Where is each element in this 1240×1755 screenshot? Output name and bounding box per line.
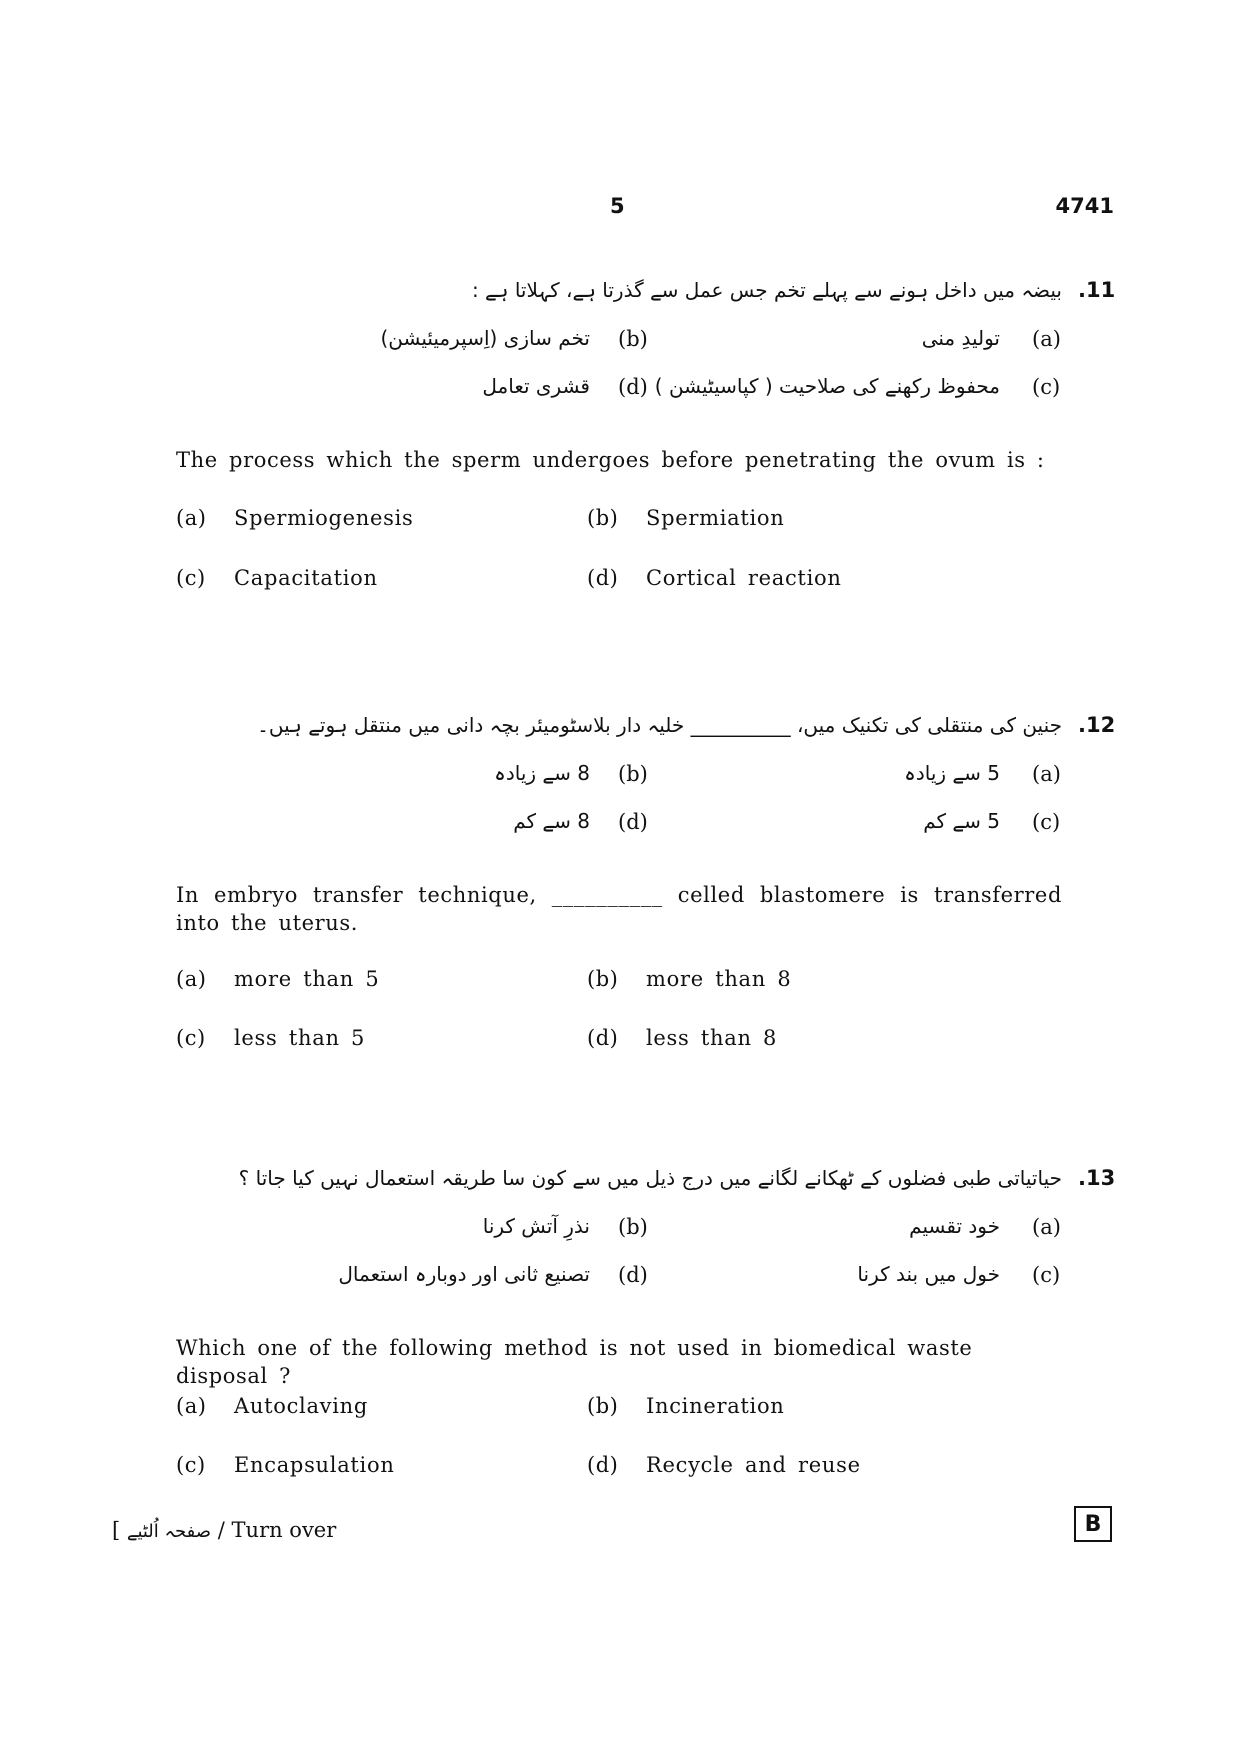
urdu-option-c: خول میں بند کرنا <box>857 1262 1000 1286</box>
urdu-option-letter-d: (d) <box>618 810 648 834</box>
english-option-letter-a: (a) <box>176 1394 207 1418</box>
english-option-d: less than 8 <box>646 1026 778 1050</box>
urdu-option-a: 5 سے زیادہ <box>904 761 1000 785</box>
english-option-letter-a: (a) <box>176 506 207 530</box>
urdu-option-d: تصنیع ثانی اور دوبارہ استعمال <box>338 1262 590 1286</box>
english-turn-over: Turn over <box>231 1518 337 1542</box>
urdu-option-letter-d: (d) <box>618 375 648 399</box>
english-option-b: Incineration <box>646 1394 785 1418</box>
urdu-option-b: نذرِ آتش کرنا <box>482 1214 590 1238</box>
urdu-option-a: تولیدِ منی <box>921 326 1000 350</box>
english-option-b: Spermiation <box>646 506 785 530</box>
urdu-option-letter-c: (c) <box>1032 375 1061 399</box>
urdu-option-c: 5 سے کم <box>923 809 1000 833</box>
urdu-option-letter-b: (b) <box>618 327 648 351</box>
english-option-letter-c: (c) <box>176 566 206 590</box>
question-number: .11 <box>1078 278 1116 302</box>
english-option-a: Spermiogenesis <box>234 506 414 530</box>
urdu-option-letter-c: (c) <box>1032 810 1061 834</box>
english-option-letter-d: (d) <box>587 1026 619 1050</box>
english-option-letter-b: (b) <box>587 1394 619 1418</box>
english-option-c: less than 5 <box>234 1026 366 1050</box>
page-number: 5 <box>610 194 625 218</box>
turn-over-note <box>112 1518 336 1542</box>
english-option-a: more than 5 <box>234 967 380 991</box>
urdu-option-b: تخم سازی (اِسپرمیئیشن) <box>380 326 590 350</box>
urdu-option-letter-a: (a) <box>1032 327 1061 351</box>
question-number: .13 <box>1078 1166 1116 1190</box>
urdu-turn-over: صفحہ اُلٹیے <box>126 1521 212 1542</box>
english-question-stem: The process which the sperm undergoes before penetrating the ovum is : <box>176 448 1045 472</box>
english-option-a: Autoclaving <box>234 1394 369 1418</box>
urdu-option-letter-b: (b) <box>618 762 648 786</box>
paper-code: 4741 <box>1055 194 1114 218</box>
english-option-letter-d: (d) <box>587 566 619 590</box>
english-option-letter-b: (b) <box>587 506 619 530</box>
english-option-c: Encapsulation <box>234 1453 395 1477</box>
english-option-c: Capacitation <box>234 566 378 590</box>
urdu-option-letter-a: (a) <box>1032 1215 1061 1239</box>
urdu-option-letter-c: (c) <box>1032 1263 1061 1287</box>
footer-bracket: [ <box>112 1518 121 1542</box>
urdu-question-stem: حیاتیاتی طبی فضلوں کے ٹھکانے لگانے میں درج ذیل میں سے کون سا طریقہ استعمال نہیں کیا جاتا ؟ <box>238 1166 1062 1190</box>
question-12 <box>0 713 1240 1113</box>
urdu-option-c: محفوظ رکھنے کی صلاحیت ( کپاسیٹیشن ) <box>654 374 1000 398</box>
urdu-question-stem: جنین کی منتقلی کی تکنیک میں، __________ خلیہ دار بلاسٹومیئر بچہ دانی میں منتقل ہوتے ہیں۔ <box>257 713 1062 737</box>
english-question-stem: Which one of the following method is not used in biomedical waste disposal ? <box>176 1336 973 1388</box>
question-number: .12 <box>1078 713 1116 737</box>
urdu-option-d: قشری تعامل <box>482 374 590 398</box>
urdu-option-letter-d: (d) <box>618 1263 648 1287</box>
english-option-d: Recycle and reuse <box>646 1453 861 1477</box>
question-13 <box>0 1166 1240 1566</box>
question-11 <box>0 278 1240 678</box>
english-option-letter-c: (c) <box>176 1026 206 1050</box>
urdu-option-b: 8 سے زیادہ <box>494 761 590 785</box>
footer-separator: / <box>217 1518 225 1542</box>
urdu-question-stem: بیضہ میں داخل ہونے سے پہلے تخم جس عمل سے گذرتا ہے، کہلاتا ہے : <box>471 278 1062 302</box>
urdu-option-letter-b: (b) <box>618 1215 648 1239</box>
urdu-option-letter-a: (a) <box>1032 762 1061 786</box>
english-option-letter-d: (d) <box>587 1453 619 1477</box>
english-question-stem: In embryo transfer technique, __________ celled blastomere is transferred into the uterus. <box>176 883 1062 935</box>
urdu-option-d: 8 سے کم <box>513 809 590 833</box>
english-option-letter-a: (a) <box>176 967 207 991</box>
urdu-option-a: خود تقسیم <box>909 1214 1000 1238</box>
english-option-d: Cortical reaction <box>646 566 842 590</box>
english-option-letter-c: (c) <box>176 1453 206 1477</box>
series-badge: B <box>1074 1506 1112 1542</box>
english-option-letter-b: (b) <box>587 967 619 991</box>
english-option-b: more than 8 <box>646 967 792 991</box>
